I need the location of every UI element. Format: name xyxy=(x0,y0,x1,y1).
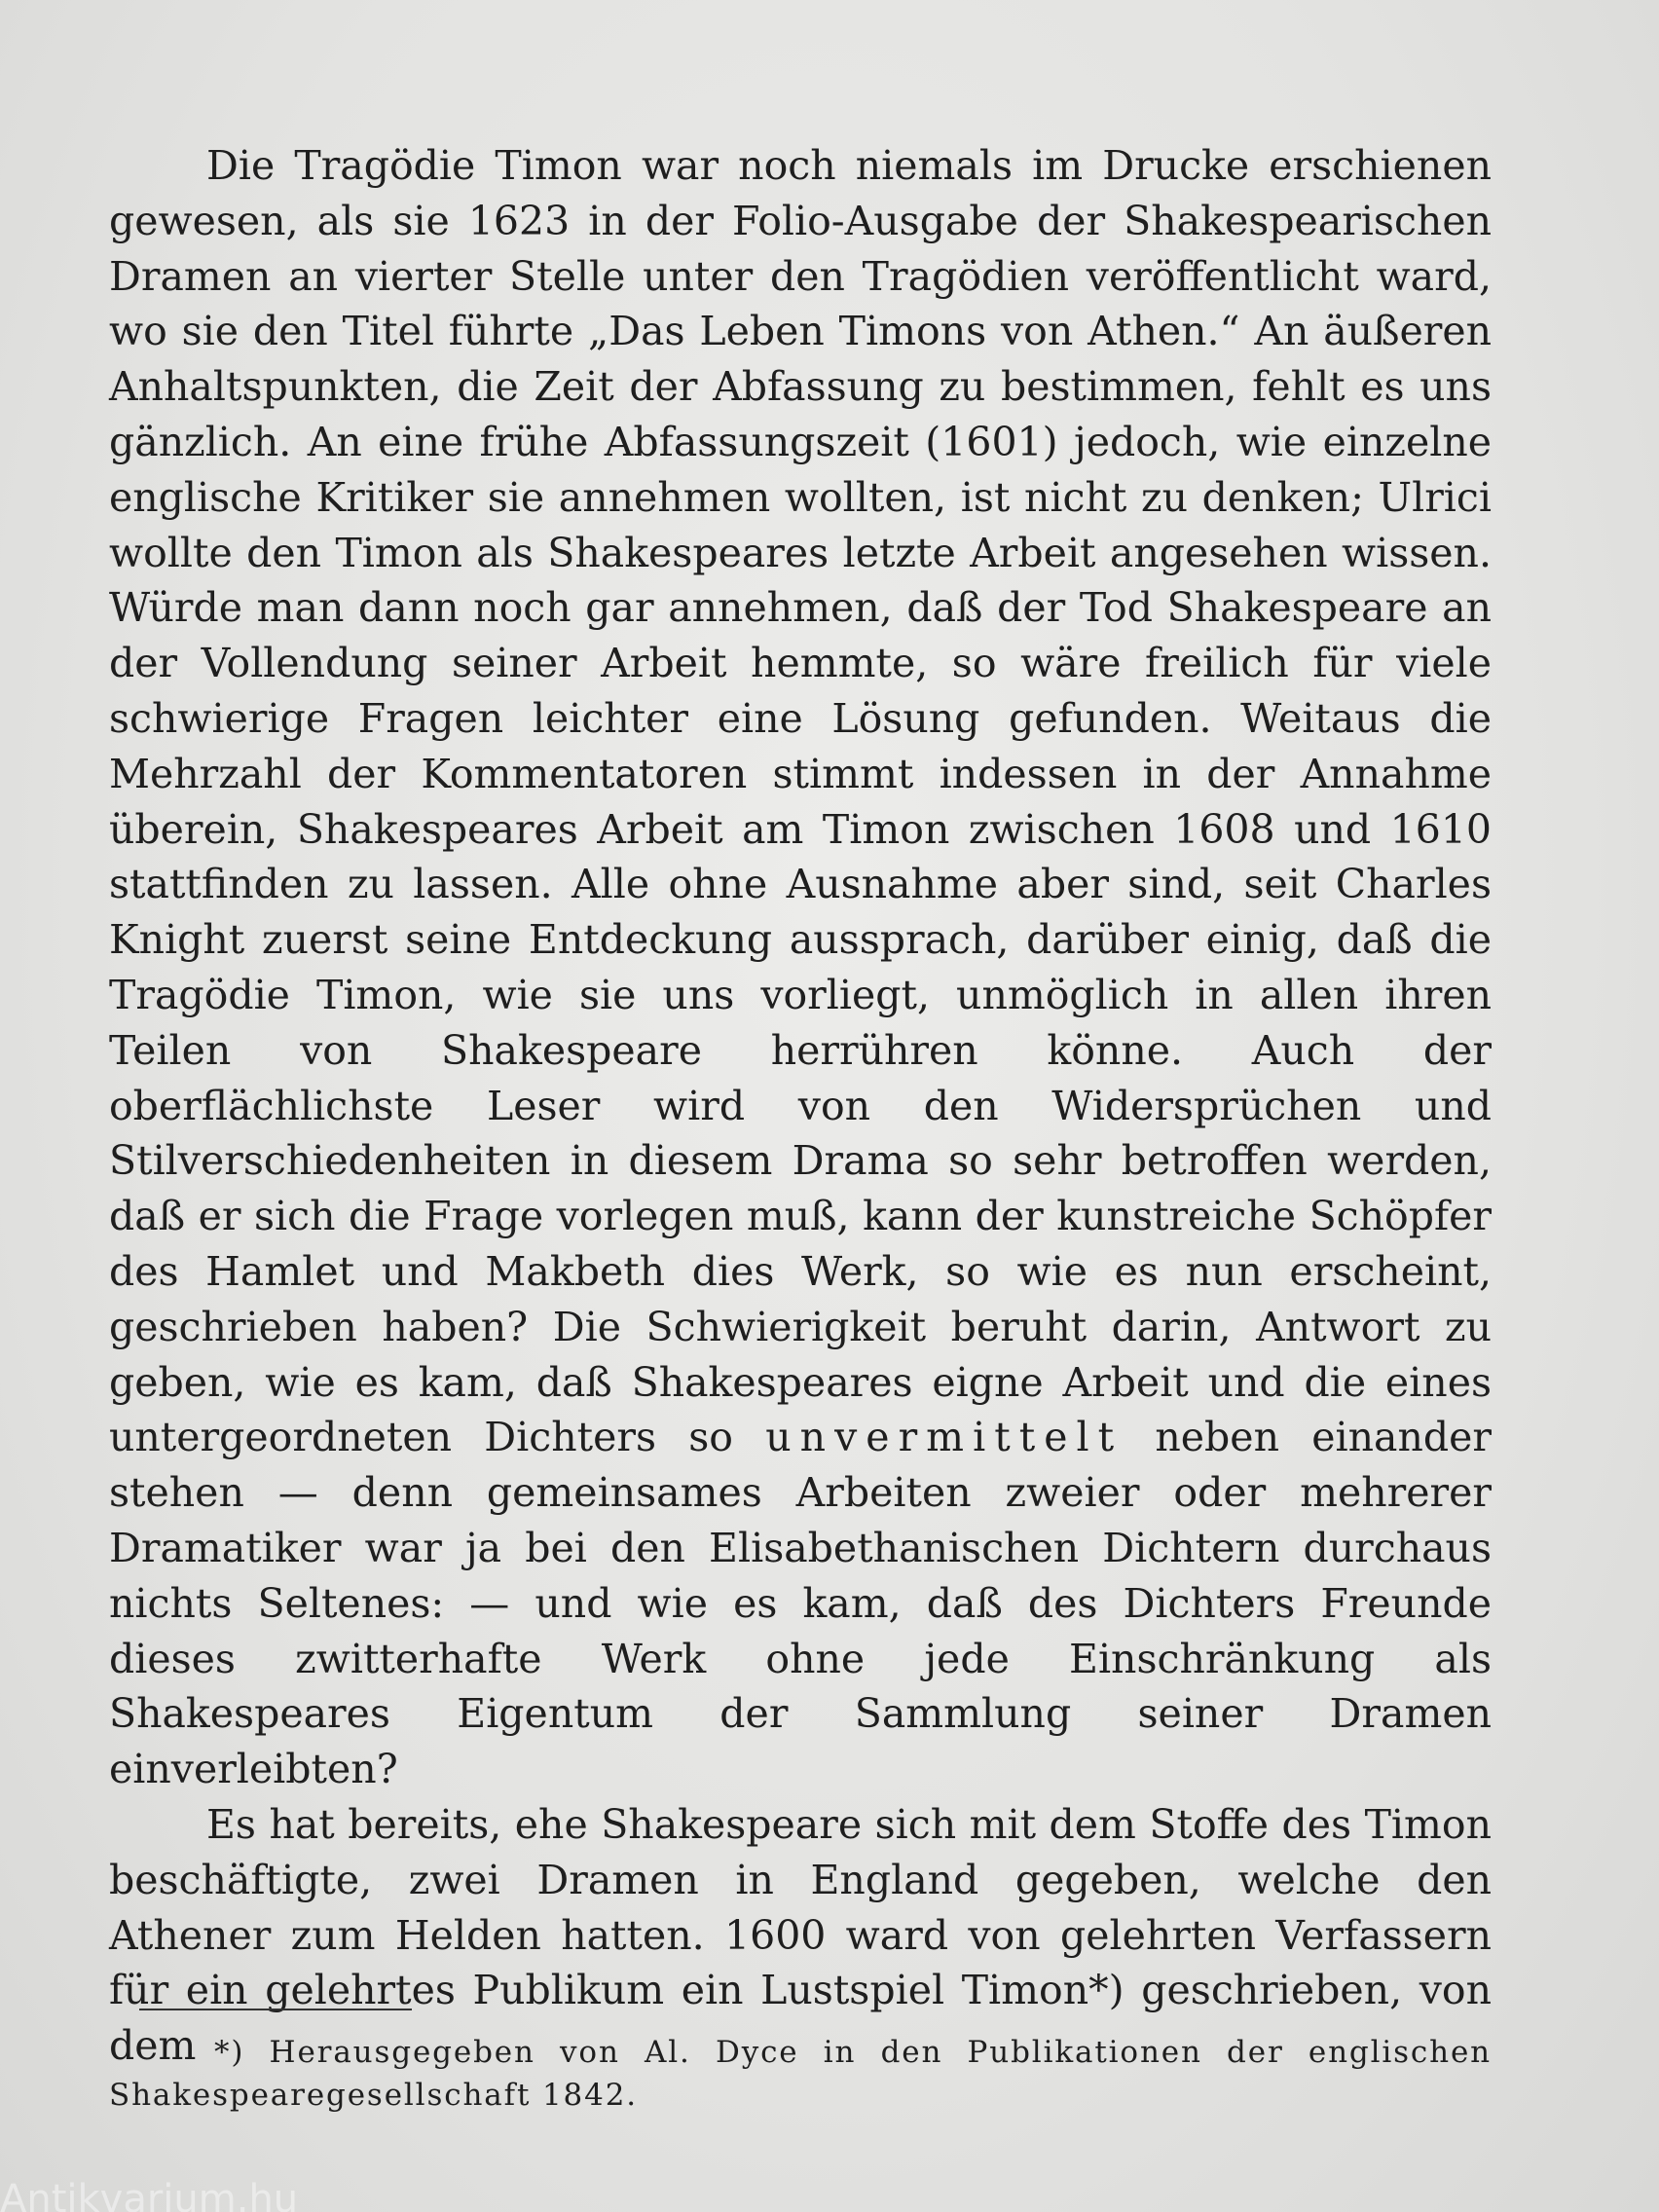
paragraph-1-part-b: neben einander stehen — denn gemeinsames Arbeiten zweier oder mehrerer Dramatiker war ja bei den Elisabethanischen Dichtern durchaus nichts Seltenes: — und wie es kam, daß des Dichters Freunde dieses zwitterhafte Werk ohne jede Einschränkung als Shakespeares Eigentum der Sammlung seiner Dramen einverleibten? xyxy=(109,1414,1492,1793)
body-text xyxy=(109,138,1492,2074)
paragraph-1 xyxy=(109,138,1492,1797)
footnote: *) Herausgegeben von Al. Dyce in den Publikationen der englischen Shakespearegesellschaft 1842. xyxy=(109,2035,1492,2113)
watermark: Antikvarium.hu xyxy=(0,2177,299,2212)
paragraph-2: Es hat bereits, ehe Shakespeare sich mit dem Stoffe des Timon beschäftigte, zwei Dramen in England gegeben, welche den Athener zum Helden hatten. 1600 ward von gelehrten Verfassern für ein gelehrtes Publikum ein Lustspiel Timon*) geschrieben, von dem xyxy=(109,1800,1492,2070)
spaced-emphasis: unvermittelt xyxy=(765,1414,1124,1461)
paragraph-1-part-a: Die Tragödie Timon war noch niemals im Drucke erschienen gewesen, als sie 1623 in der Folio-Ausgabe der Shakespearischen Dramen an vierter Stelle unter den Tragödien veröffentlicht ward, wo sie den Titel führte „Das Leben Timons von Athen.“ An äußeren Anhaltspunkten, die Zeit der Abfassung zu bestimmen, fehlt es uns gänzlich. An eine frühe Abfassungszeit (1601) jedoch, wie einzelne englische Kritiker sie annehmen wollten, ist nicht zu denken; Ulrici wollte den Timon als Shakespeares letzte Arbeit angesehen wissen. Würde man dann noch gar annehmen, daß der Tod Shakespeare an der Vollendung seiner Arbeit hemmte, so wäre freilich für viele schwierige Fragen leichter eine Lösung gefunden. Weitaus die Mehrzahl der Kommentatoren stimmt indessen in der Annahme überein, Shakespeares Arbeit am Timon zwischen 1608 und 1610 stattfinden zu lassen. Alle ohne Ausnahme aber sind, seit Charles Knight zuerst seine Entdeckung aussprach, darüber einig, daß die Tragödie Timon, wie sie uns vorliegt, unmöglich in allen ihren Teilen von Shakespeare herrühren könne. Auch der oberflächlichste Leser wird von den Widersprüchen und Stilverschiedenheiten in diesem Drama so sehr betroffen werden, daß er sich die Frage vorlegen muß, kann der kunstreiche Schöpfer des Hamlet und Makbeth dies Werk, so wie es nun erscheint, geschrieben haben? Die Schwierigkeit beruht darin, Antwort zu geben, wie es kam, daß Shakespeares eigne Arbeit und die eines untergeordneten Dichters so xyxy=(109,142,1492,1461)
footnote-rule xyxy=(139,2009,412,2010)
